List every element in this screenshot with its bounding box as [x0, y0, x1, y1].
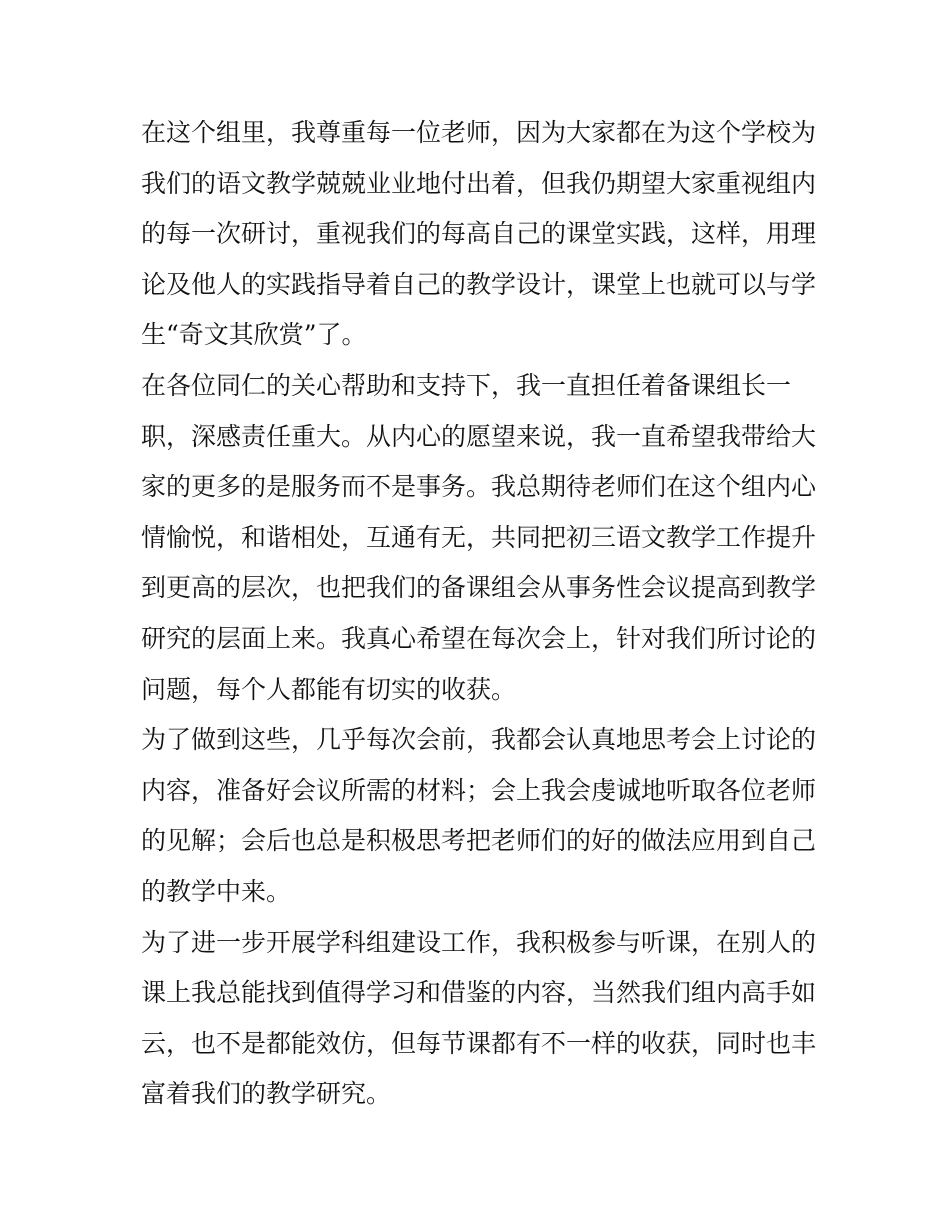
text-line: 云，也不是都能效仿，但每节课都有不一样的收获，同时也丰 [141, 1028, 817, 1058]
text-line: 问题，每个人都能有切实的收获。 [141, 674, 517, 704]
text-line: 研究的层面上来。我真心希望在每次会上，针对我们所讨论的 [141, 623, 817, 653]
text-line: 的每一次研讨，重视我们的每高自己的课堂实践，这样，用理 [141, 219, 817, 249]
text-line: 为了做到这些，几乎每次会前，我都会认真地思考会上讨论的 [141, 725, 817, 755]
text-line: 生“奇文其欣赏”了。 [141, 320, 367, 350]
text-line: 内容，准备好会议所需的材料；会上我会虔诚地听取各位老师 [141, 775, 817, 805]
document-body [141, 108, 817, 1120]
text-line: 在这个组里，我尊重每一位老师，因为大家都在为这个学校为 [141, 118, 817, 147]
text-line: 论及他人的实践指导着自己的教学设计，课堂上也就可以与学 [141, 269, 817, 299]
text-line: 为了进一步开展学科组建设工作，我积极参与听课，在别人的 [141, 927, 817, 957]
text-line: 情愉悦，和谐相处，互通有无，共同把初三语文教学工作提升 [141, 522, 817, 552]
text-line: 的见解；会后也总是积极思考把老师们的好的做法应用到自己 [141, 826, 817, 856]
text-line: 富着我们的教学研究。 [141, 1079, 392, 1109]
text-line: 在各位同仁的关心帮助和支持下，我一直担任着备课组长一 [141, 370, 792, 400]
text-line: 家的更多的是服务而不是事务。我总期待老师们在这个组内心 [141, 472, 817, 502]
text-line: 到更高的层次，也把我们的备课组会从事务性会议提高到教学 [141, 573, 817, 603]
text-line: 课上我总能找到值得学习和借鉴的内容，当然我们组内高手如 [141, 978, 817, 1008]
text-line: 职，深感责任重大。从内心的愿望来说，我一直希望我带给大 [141, 421, 817, 451]
text-line: 我们的语文教学兢兢业业地付出着，但我仍期望大家重视组内 [141, 168, 817, 198]
text-line: 的教学中来。 [141, 876, 292, 906]
